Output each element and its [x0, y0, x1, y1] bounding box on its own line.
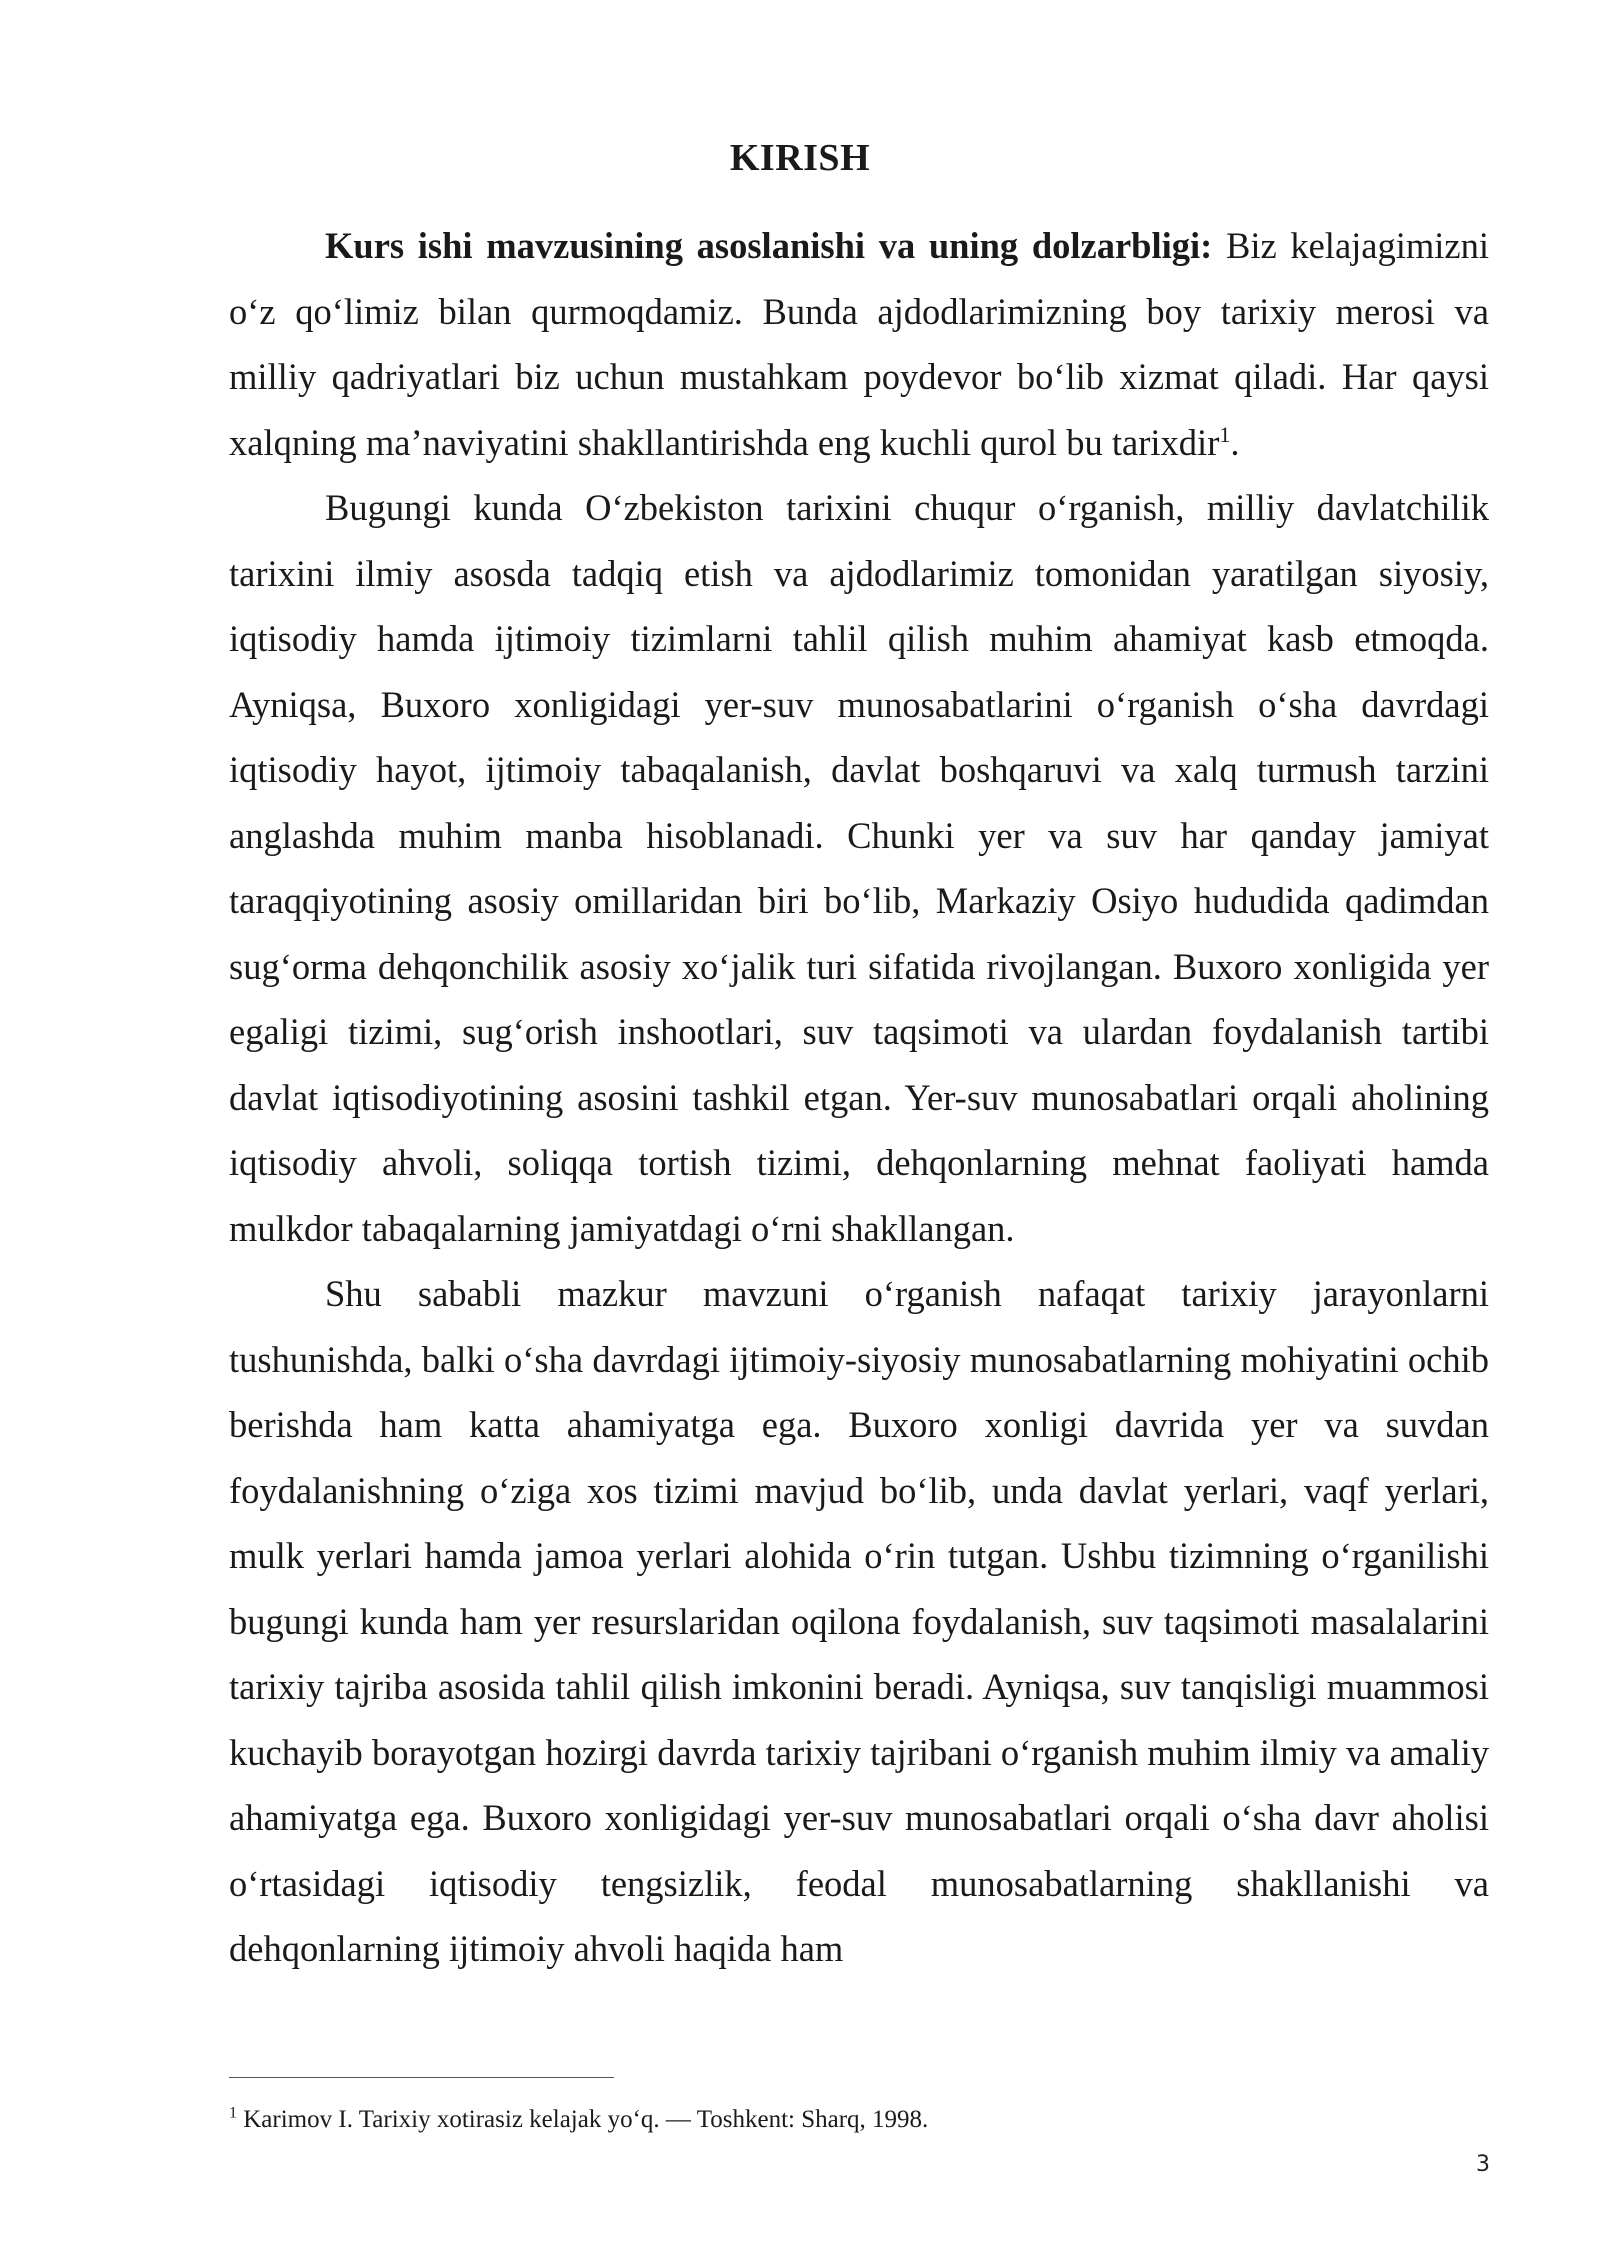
footnote-separator	[229, 2077, 614, 2078]
page-number: 3	[1476, 2152, 1490, 2177]
paragraph-2: Bugungi kunda O‘zbekiston tarixini chuqur o‘rganish, milliy davlatchilik tarixini ilmiy asosda tadqiq etish va ajdodlarimiz tomonidan yaratilgan siyosiy, iqtisodiy hamda ijtimoiy tizimlarni tahlil qilish muhim ahamiyat kasb etmoqda. Ayniqsa, Buxoro xonligidagi yer-suv munosabatlarini o‘rganish o‘sha davrdagi iqtisodiy hayot, ijtimoiy tabaqalanish, davlat boshqaruvi va xalq turmush tarzini anglashda muhim manba hisoblanadi. Chunki yer va suv har qanday jamiyat taraqqiyotining asosiy omillaridan biri bo‘lib, Markaziy Osiyo hududida qadimdan sug‘orma dehqonchilik asosiy xo‘jalik turi sifatida rivojlangan. Buxoro xonligida yer egaligi tizimi, sug‘orish inshootlari, suv taqsimoti va ulardan foydalanish tartibi davlat iqtisodiyotining asosini tashkil etgan. Yer-suv munosabatlari orqali aholining iqtisodiy ahvoli, soliqqa tortish tizimi, dehqonlarning mehnat faoliyati hamda mulkdor tabaqalarning jamiyatdagi o‘rni shakllangan.	[229, 487, 1489, 1249]
paragraph-text: Biz kelajagimizni o‘z qo‘limiz bilan qurmoqdamiz. Bunda ajdodlarimizning boy tarixiy merosi va milliy qadriyatlari biz uchun mustahkam poydevor bo‘lib xizmat qiladi. Har qaysi xalqning ma’naviyatini shakllantirishda eng kuchli qurol bu tarixdir	[229, 225, 1489, 463]
section-title: KIRISH	[729, 137, 871, 179]
paragraph-tail: .	[1230, 421, 1240, 463]
footnote-reference[interactable]: 1	[1219, 421, 1231, 447]
footnote-text: Karimov I. Tarixiy xotirasiz kelajak yo‘q. — Toshkent: Sharq, 1998.	[237, 2106, 929, 2133]
body-text	[229, 213, 1489, 1982]
footnote-number: 1	[229, 2104, 237, 2122]
paragraph-1	[229, 213, 1489, 475]
paragraph-lead-heading: Kurs ishi mavzusining asoslanishi va uning dolzarbligi:	[325, 225, 1213, 266]
footnote	[229, 2104, 1489, 2136]
paragraph-3: Shu sababli mazkur mavzuni o‘rganish nafaqat tarixiy jarayonlarni tushunishda, balki o‘sha davrdagi ijtimoiy-siyosiy munosabatlarning mohiyatini ochib berishda ham katta ahamiyatga ega. Buxoro xonligi davrida yer va suvdan foydalanishning o‘ziga xos tizimi mavjud bo‘lib, unda davlat yerlari, vaqf yerlari, mulk yerlari hamda jamoa yerlari alohida o‘rin tutgan. Ushbu tizimning o‘rganilishi bugungi kunda ham yer resurslaridan oqilona foydalanish, suv taqsimoti masalalarini tarixiy tajriba asosida tahlil qilish imkonini beradi. Ayniqsa, suv tanqisligi muammosi kuchayib borayotgan hozirgi davrda tarixiy tajribani o‘rganish muhim ilmiy va amaliy ahamiyatga ega. Buxoro xonligidagi yer-suv munosabatlari orqali o‘sha davr aholisi o‘rtasidagi iqtisodiy tengsizlik, feodal munosabatlarning shakllanishi va dehqonlarning ijtimoiy ahvoli haqida ham	[229, 1273, 1489, 1969]
